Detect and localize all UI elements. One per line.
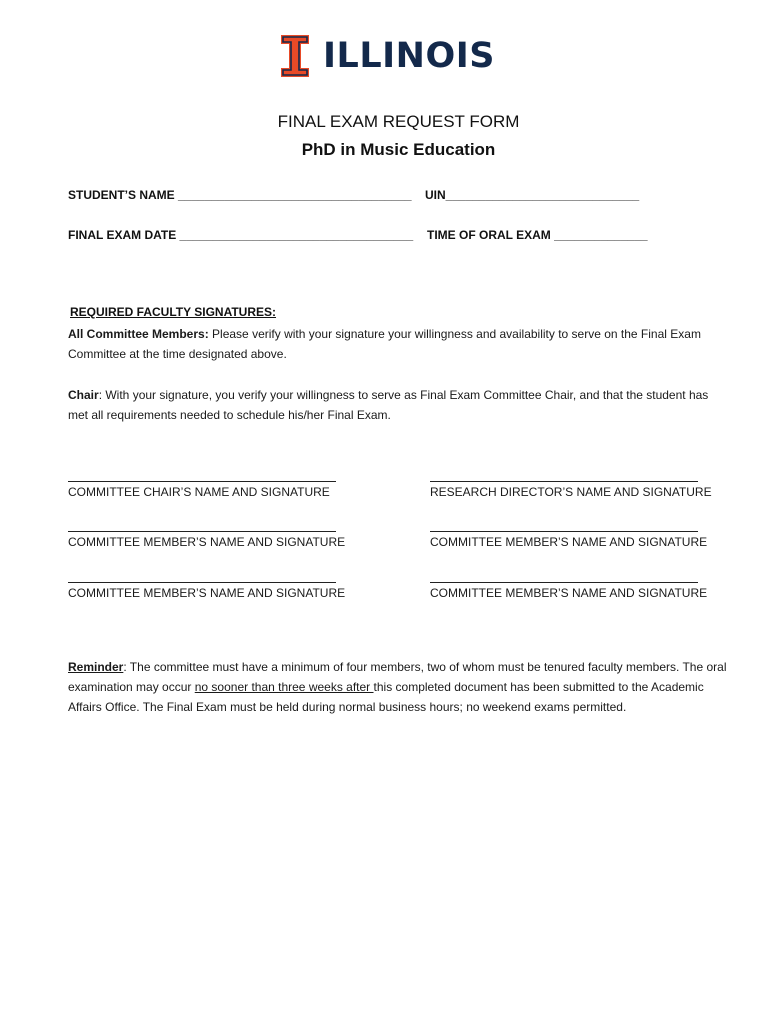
reminder-label: Reminder bbox=[68, 660, 124, 674]
form-subtitle: PhD in Music Education bbox=[301, 140, 496, 159]
research-director-signature-caption: RESEARCH DIRECTOR’S NAME AND SIGNATURE bbox=[430, 485, 712, 499]
member4-signature-caption: COMMITTEE MEMBER’S NAME AND SIGNATURE bbox=[430, 586, 708, 600]
final-exam-date-field[interactable]: FINAL EXAM DATE ___________________________________ bbox=[68, 228, 414, 242]
form-title: FINAL EXAM REQUEST FORM bbox=[277, 112, 520, 131]
uin-field[interactable]: UIN_____________________________ bbox=[425, 188, 640, 202]
member2-signature-caption: COMMITTEE MEMBER’S NAME AND SIGNATURE bbox=[430, 535, 708, 549]
member1-signature-caption: COMMITTEE MEMBER’S NAME AND SIGNATURE bbox=[68, 535, 346, 549]
member4-signature-line[interactable] bbox=[430, 582, 698, 583]
reminder-text-1: : The committee must have a minimum of four members, two of whom must be tenured faculty members. The oral examination may occur bbox=[68, 660, 727, 694]
research-director-signature-line[interactable] bbox=[430, 481, 698, 482]
illinois-logo bbox=[281, 34, 495, 78]
chair-signature-line[interactable] bbox=[68, 481, 336, 482]
reminder-text-2: this completed document has been submitted to the Academic Affairs Office. The Final Exam must be held during normal business hours; no weekend exams permitted. bbox=[68, 680, 704, 714]
member2-signature-line[interactable] bbox=[430, 531, 698, 532]
all-members-text: Please verify with your signature your willingness and availability to serve on the Final Exam Committee at the time designated above. bbox=[68, 327, 701, 361]
oral-exam-time-field[interactable]: TIME OF ORAL EXAM ______________ bbox=[427, 228, 648, 242]
reminder-paragraph bbox=[68, 657, 732, 717]
chair-paragraph bbox=[68, 385, 728, 425]
student-name-field[interactable]: STUDENT’S NAME ___________________________________ bbox=[68, 188, 412, 202]
chair-label: Chair bbox=[68, 388, 99, 402]
chair-signature-caption: COMMITTEE CHAIR’S NAME AND SIGNATURE bbox=[68, 485, 330, 499]
block-i-logo-icon bbox=[281, 35, 309, 77]
all-members-label: All Committee Members: bbox=[68, 327, 209, 341]
chair-text: : With your signature, you verify your willingness to serve as Final Exam Committee Chair, and that the student has met all requirements needed to schedule his/her Final Exam. bbox=[68, 388, 709, 422]
member3-signature-caption: COMMITTEE MEMBER’S NAME AND SIGNATURE bbox=[68, 586, 346, 600]
member1-signature-line[interactable] bbox=[68, 531, 336, 532]
all-members-paragraph bbox=[68, 324, 728, 364]
logo-wordmark: ILLINOIS bbox=[323, 35, 495, 76]
reminder-underlined-text: no sooner than three weeks after bbox=[194, 680, 374, 694]
required-signatures-heading: REQUIRED FACULTY SIGNATURES: bbox=[70, 305, 277, 319]
member3-signature-line[interactable] bbox=[68, 582, 336, 583]
